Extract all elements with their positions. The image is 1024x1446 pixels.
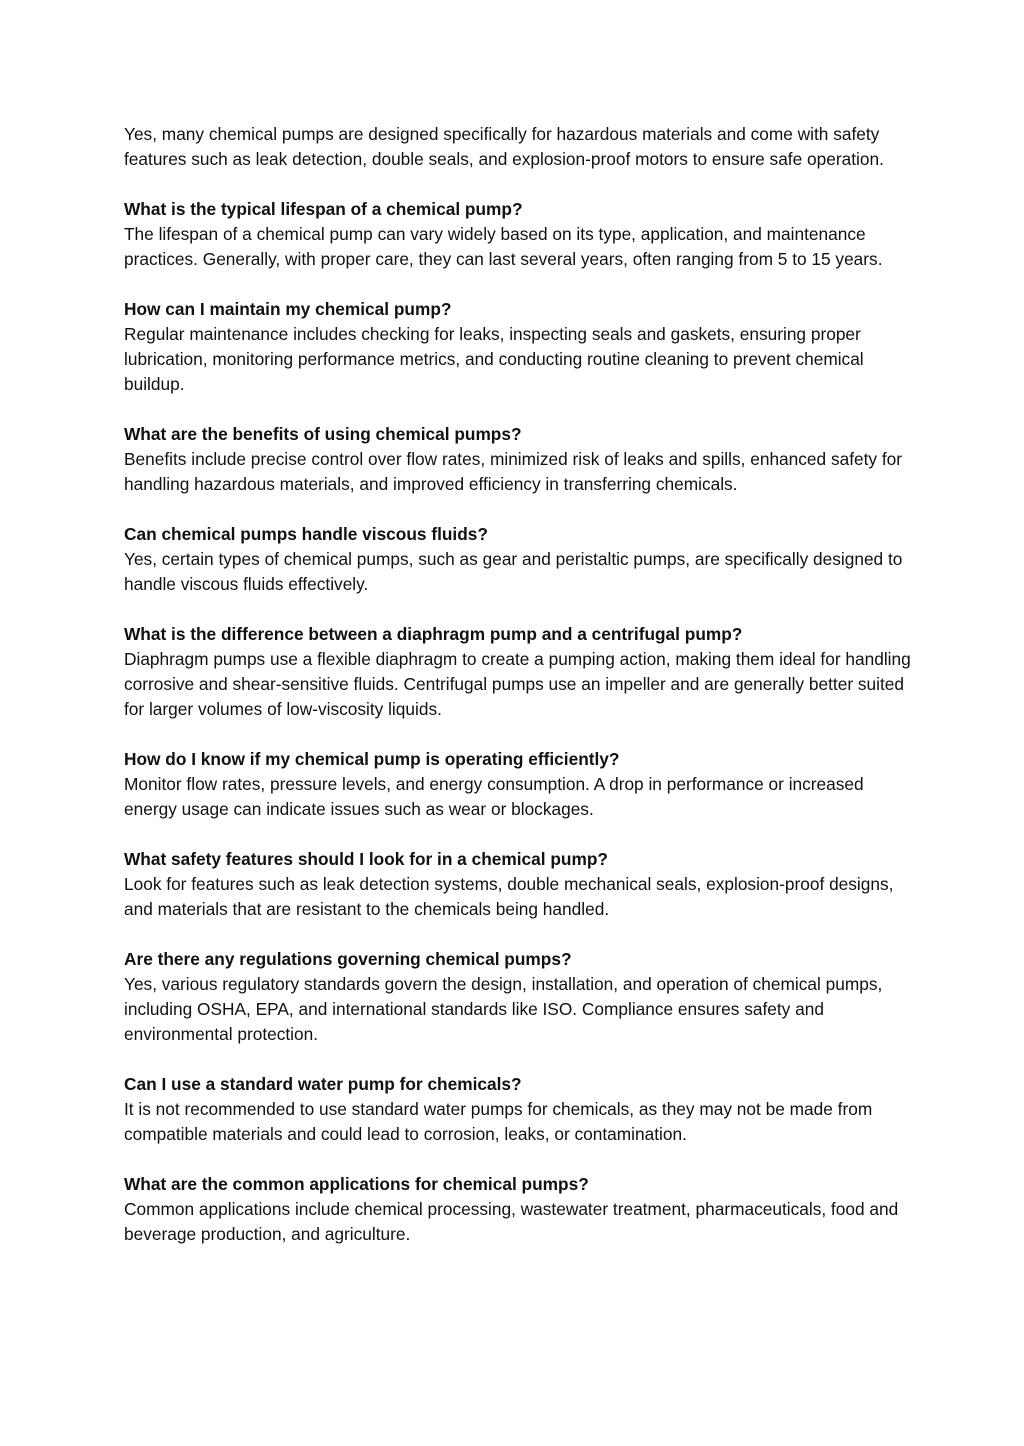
document-page [124, 122, 914, 1272]
faq-question: What is the typical lifespan of a chemical pump? [124, 199, 523, 219]
faq-question: What are the benefits of using chemical pumps? [124, 424, 522, 444]
intro-paragraph: Yes, many chemical pumps are designed specifically for hazardous materials and come with safety features such as leak detection, double seals, and explosion-proof motors to ensure safe operation. [124, 124, 884, 169]
faq-answer: Yes, certain types of chemical pumps, such as gear and peristaltic pumps, are specifically designed to handle viscous fluids effectively. [124, 549, 903, 594]
faq-answer: Benefits include precise control over flow rates, minimized risk of leaks and spills, enhanced safety for handling hazardous materials, and improved efficiency in transferring chemicals. [124, 449, 903, 494]
faq-question: Can chemical pumps handle viscous fluids? [124, 524, 488, 544]
faq-list [124, 197, 914, 1247]
faq-question: What safety features should I look for in a chemical pump? [124, 849, 608, 869]
faq-item [124, 747, 914, 822]
faq-item [124, 622, 914, 722]
faq-answer: Yes, various regulatory standards govern the design, installation, and operation of chemical pumps, including OSHA, EPA, and international standards like ISO. Compliance ensures safety and environmental protection. [124, 974, 883, 1044]
faq-answer: It is not recommended to use standard water pumps for chemicals, as they may not be made from compatible materials and could lead to corrosion, leaks, or contamination. [124, 1099, 873, 1144]
faq-answer: Regular maintenance includes checking for leaks, inspecting seals and gaskets, ensuring proper lubrication, monitoring performance metrics, and conducting routine cleaning to prevent chemical buildup. [124, 324, 864, 394]
faq-answer: Common applications include chemical processing, wastewater treatment, pharmaceuticals, food and beverage production, and agriculture. [124, 1199, 899, 1244]
faq-item [124, 522, 914, 597]
faq-answer: Monitor flow rates, pressure levels, and energy consumption. A drop in performance or increased energy usage can indicate issues such as wear or blockages. [124, 774, 864, 819]
faq-question: Are there any regulations governing chemical pumps? [124, 949, 572, 969]
faq-question: How can I maintain my chemical pump? [124, 299, 452, 319]
faq-question: How do I know if my chemical pump is operating efficiently? [124, 749, 620, 769]
faq-item [124, 847, 914, 922]
faq-question: What is the difference between a diaphragm pump and a centrifugal pump? [124, 624, 743, 644]
faq-question: Can I use a standard water pump for chemicals? [124, 1074, 522, 1094]
faq-item [124, 1172, 914, 1247]
faq-question: What are the common applications for chemical pumps? [124, 1174, 589, 1194]
faq-item [124, 297, 914, 397]
faq-answer: Look for features such as leak detection systems, double mechanical seals, explosion-proof designs, and materials that are resistant to the chemicals being handled. [124, 874, 894, 919]
faq-item [124, 422, 914, 497]
faq-item [124, 197, 914, 272]
faq-item [124, 947, 914, 1047]
faq-answer: Diaphragm pumps use a flexible diaphragm to create a pumping action, making them ideal for handling corrosive and shear-sensitive fluids. Centrifugal pumps use an impeller and are generally better suited for larger volumes of low-viscosity liquids. [124, 649, 911, 719]
faq-item [124, 1072, 914, 1147]
faq-answer: The lifespan of a chemical pump can vary widely based on its type, application, and maintenance practices. Generally, with proper care, they can last several years, often ranging from 5 to 15 years. [124, 224, 883, 269]
